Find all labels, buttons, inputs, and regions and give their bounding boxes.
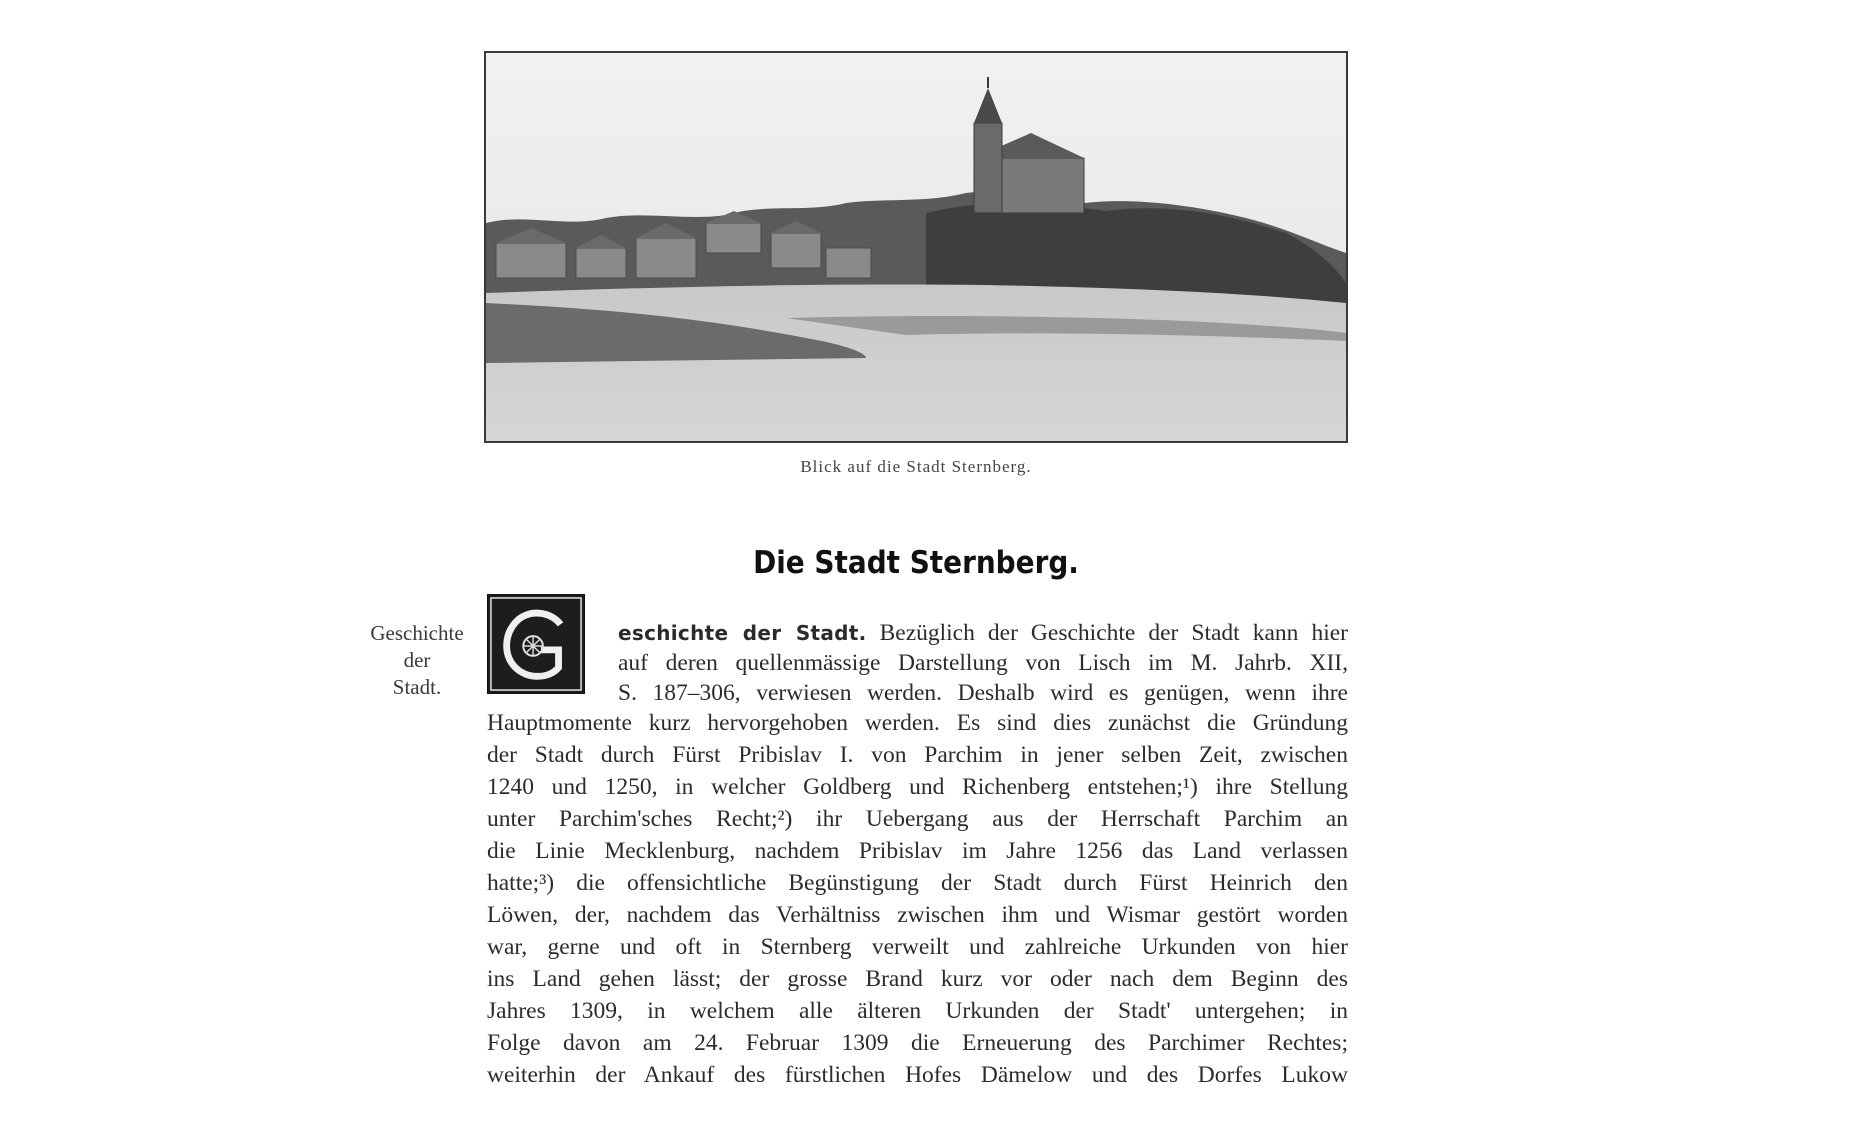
body-line: ins Land gehen lässt; der grosse Brand kurz vor oder nach dem Beginn des: [487, 966, 1348, 992]
body-line: Bezüglich der Geschichte der Stadt kann hier: [866, 620, 1348, 646]
body-line: Folge davon am 24. Februar 1309 die Erneuerung des Parchimer Rechtes;: [487, 1030, 1348, 1056]
body-line: weiterhin der Ankauf des fürstlichen Hofes Dämelow und des Dorfes Lukow: [487, 1062, 1348, 1088]
lead-bold-phrase: eschichte der Stadt.: [618, 621, 867, 645]
margin-note-line: der: [403, 648, 431, 672]
chapter-title: Die Stadt Sternberg.: [753, 545, 1079, 581]
body-line: Löwen, der, nachdem das Verhältniss zwischen ihm und Wismar gestört worden: [487, 902, 1348, 928]
body-line: Jahres 1309, in welchem alle älteren Urkunden der Stadt' untergehen; in: [487, 998, 1348, 1024]
body-line: war, gerne und oft in Sternberg verweilt und zahlreiche Urkunden von hier: [487, 934, 1348, 960]
body-line: 1240 und 1250, in welcher Goldberg und Richenberg entstehen;¹) ihre Stellung: [487, 774, 1348, 800]
margin-note-line: Stadt.: [392, 675, 442, 699]
body-line: Hauptmomente kurz hervorgehoben werden. Es sind dies zunächst die Gründung: [487, 710, 1348, 736]
body-line: hatte;³) die offensichtliche Begünstigung der Stadt durch Fürst Heinrich den: [487, 870, 1348, 896]
body-line: auf deren quellenmässige Darstellung von Lisch im M. Jahrb. XII,: [618, 650, 1348, 676]
body-line: S. 187–306, verwiesen werden. Deshalb wird es genügen, wenn ihre: [618, 680, 1348, 706]
body-line: die Linie Mecklenburg, nachdem Pribislav im Jahre 1256 das Land verlassen: [487, 838, 1348, 864]
body-line: der Stadt durch Fürst Pribislav I. von Parchim in jener selben Zeit, zwischen: [487, 742, 1348, 768]
drop-cap-letter: G: [497, 685, 499, 687]
body-line-1: [618, 618, 1348, 649]
figure-caption: Blick auf die Stadt Sternberg.: [800, 457, 1032, 476]
body-line: unter Parchim'sches Recht;²) ihr Uebergang aus der Herrschaft Parchim an: [487, 806, 1348, 832]
margin-note-line: Geschichte: [370, 621, 464, 645]
